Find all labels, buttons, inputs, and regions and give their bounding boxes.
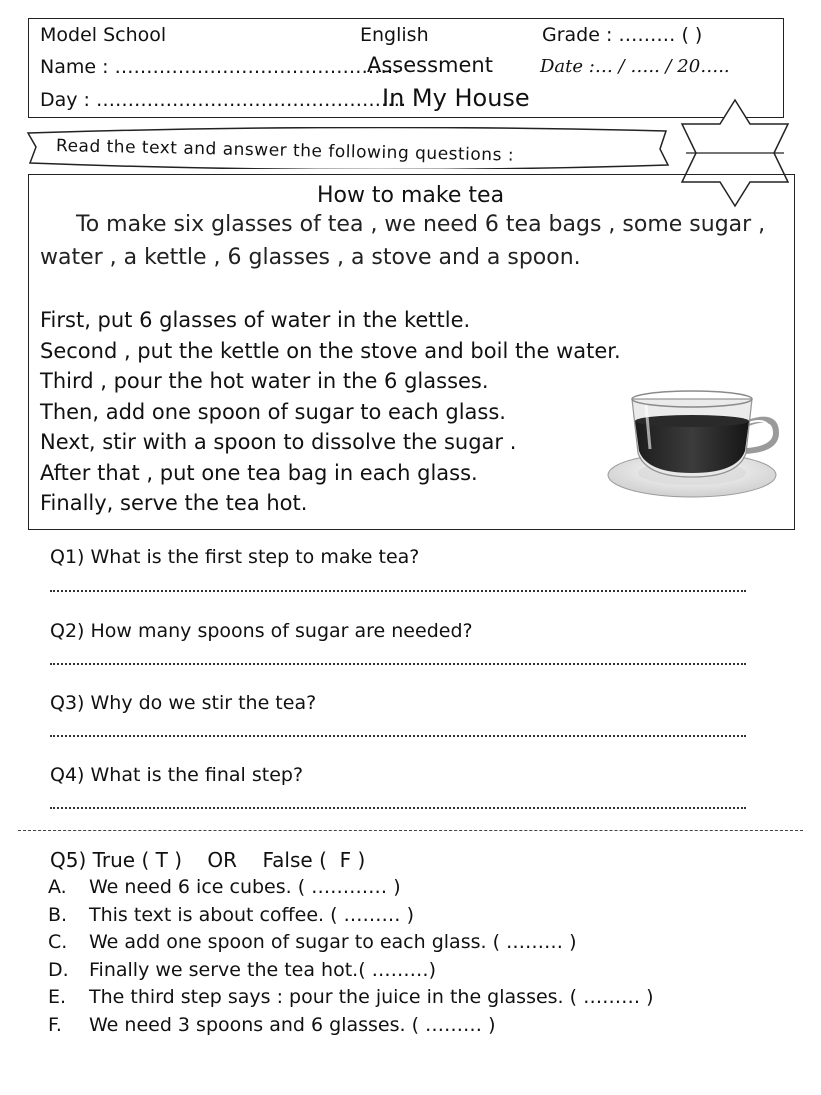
item-text: We need 6 ice cubes. ( ………… ) [89, 876, 401, 898]
item-letter: F. [48, 1013, 62, 1036]
item-text: We add one spoon of sugar to each glass. ( ……… ) [89, 931, 577, 953]
instruction-text: Read the text and answer the following questions : [55, 136, 515, 166]
true-false-item[interactable] [48, 874, 654, 902]
question-2: Q2) How many spoons of sugar are needed? [50, 620, 473, 642]
step-item: Finally, serve the tea hot. [40, 491, 308, 515]
unit-title: In My House [382, 84, 530, 112]
answer-line-1[interactable] [50, 590, 746, 592]
assessment-label: Assessment [367, 53, 493, 77]
tea-cup-image [606, 383, 786, 503]
question-3: Q3) Why do we stir the tea? [50, 692, 317, 714]
grade-field[interactable]: Grade : ……… ( ) [542, 24, 703, 46]
true-false-heading: Q5) True ( T ) OR False ( F ) [50, 848, 366, 872]
step-item: Second , put the kettle on the stove and boil the water. [40, 338, 621, 363]
answer-line-3[interactable] [50, 735, 746, 737]
question-4: Q4) What is the final step? [50, 764, 304, 786]
item-text: The third step says : pour the juice in the glasses. ( ……… ) [89, 986, 654, 1008]
item-text: We need 3 spoons and 6 glasses. ( ……… ) [89, 1013, 496, 1036]
item-text: Finally we serve the tea hot.( ………) [89, 958, 437, 981]
section-divider [18, 830, 803, 831]
true-false-item[interactable] [48, 902, 654, 930]
true-false-item[interactable] [48, 1012, 654, 1040]
reading-intro [40, 208, 775, 274]
item-text: This text is about coffee. ( ……… ) [89, 903, 415, 926]
subject-label: English [360, 24, 429, 46]
item-letter: D. [48, 958, 69, 981]
step-item: First, put 6 glasses of water in the kettle. [40, 308, 471, 332]
true-false-item[interactable] [48, 957, 654, 985]
reading-intro-text: To make six glasses of tea , we need 6 tea bags , some sugar , water , a kettle , 6 glasses , a stove and a spoon. [40, 212, 766, 270]
reading-title: How to make tea [316, 183, 505, 208]
true-false-item[interactable] [48, 929, 654, 957]
step-item: Next, stir with a spoon to dissolve the sugar . [40, 430, 517, 454]
true-false-item[interactable] [48, 984, 654, 1012]
step-item: Then, add one spoon of sugar to each glass. [40, 399, 506, 424]
student-name-field[interactable]: Name : ……………………………………… [40, 56, 400, 78]
step-item: Third , pour the hot water in the 6 glasses. [40, 369, 489, 393]
step-item: After that , put one tea bag in each glass. [40, 460, 478, 485]
true-false-list [48, 874, 654, 1039]
item-letter: E. [48, 986, 67, 1008]
answer-line-4[interactable] [50, 807, 746, 809]
question-1: Q1) What is the first step to make tea? [50, 546, 420, 568]
school-name: Model School [40, 24, 167, 46]
item-letter: C. [48, 931, 68, 953]
steps-list [40, 305, 621, 519]
item-letter: B. [48, 903, 68, 926]
day-field[interactable]: Day : …………………………………………. [40, 89, 407, 111]
item-letter: A. [48, 876, 67, 898]
answer-line-2[interactable] [50, 663, 746, 665]
date-field[interactable]: Date :… / ….. / 20….. [540, 56, 730, 77]
